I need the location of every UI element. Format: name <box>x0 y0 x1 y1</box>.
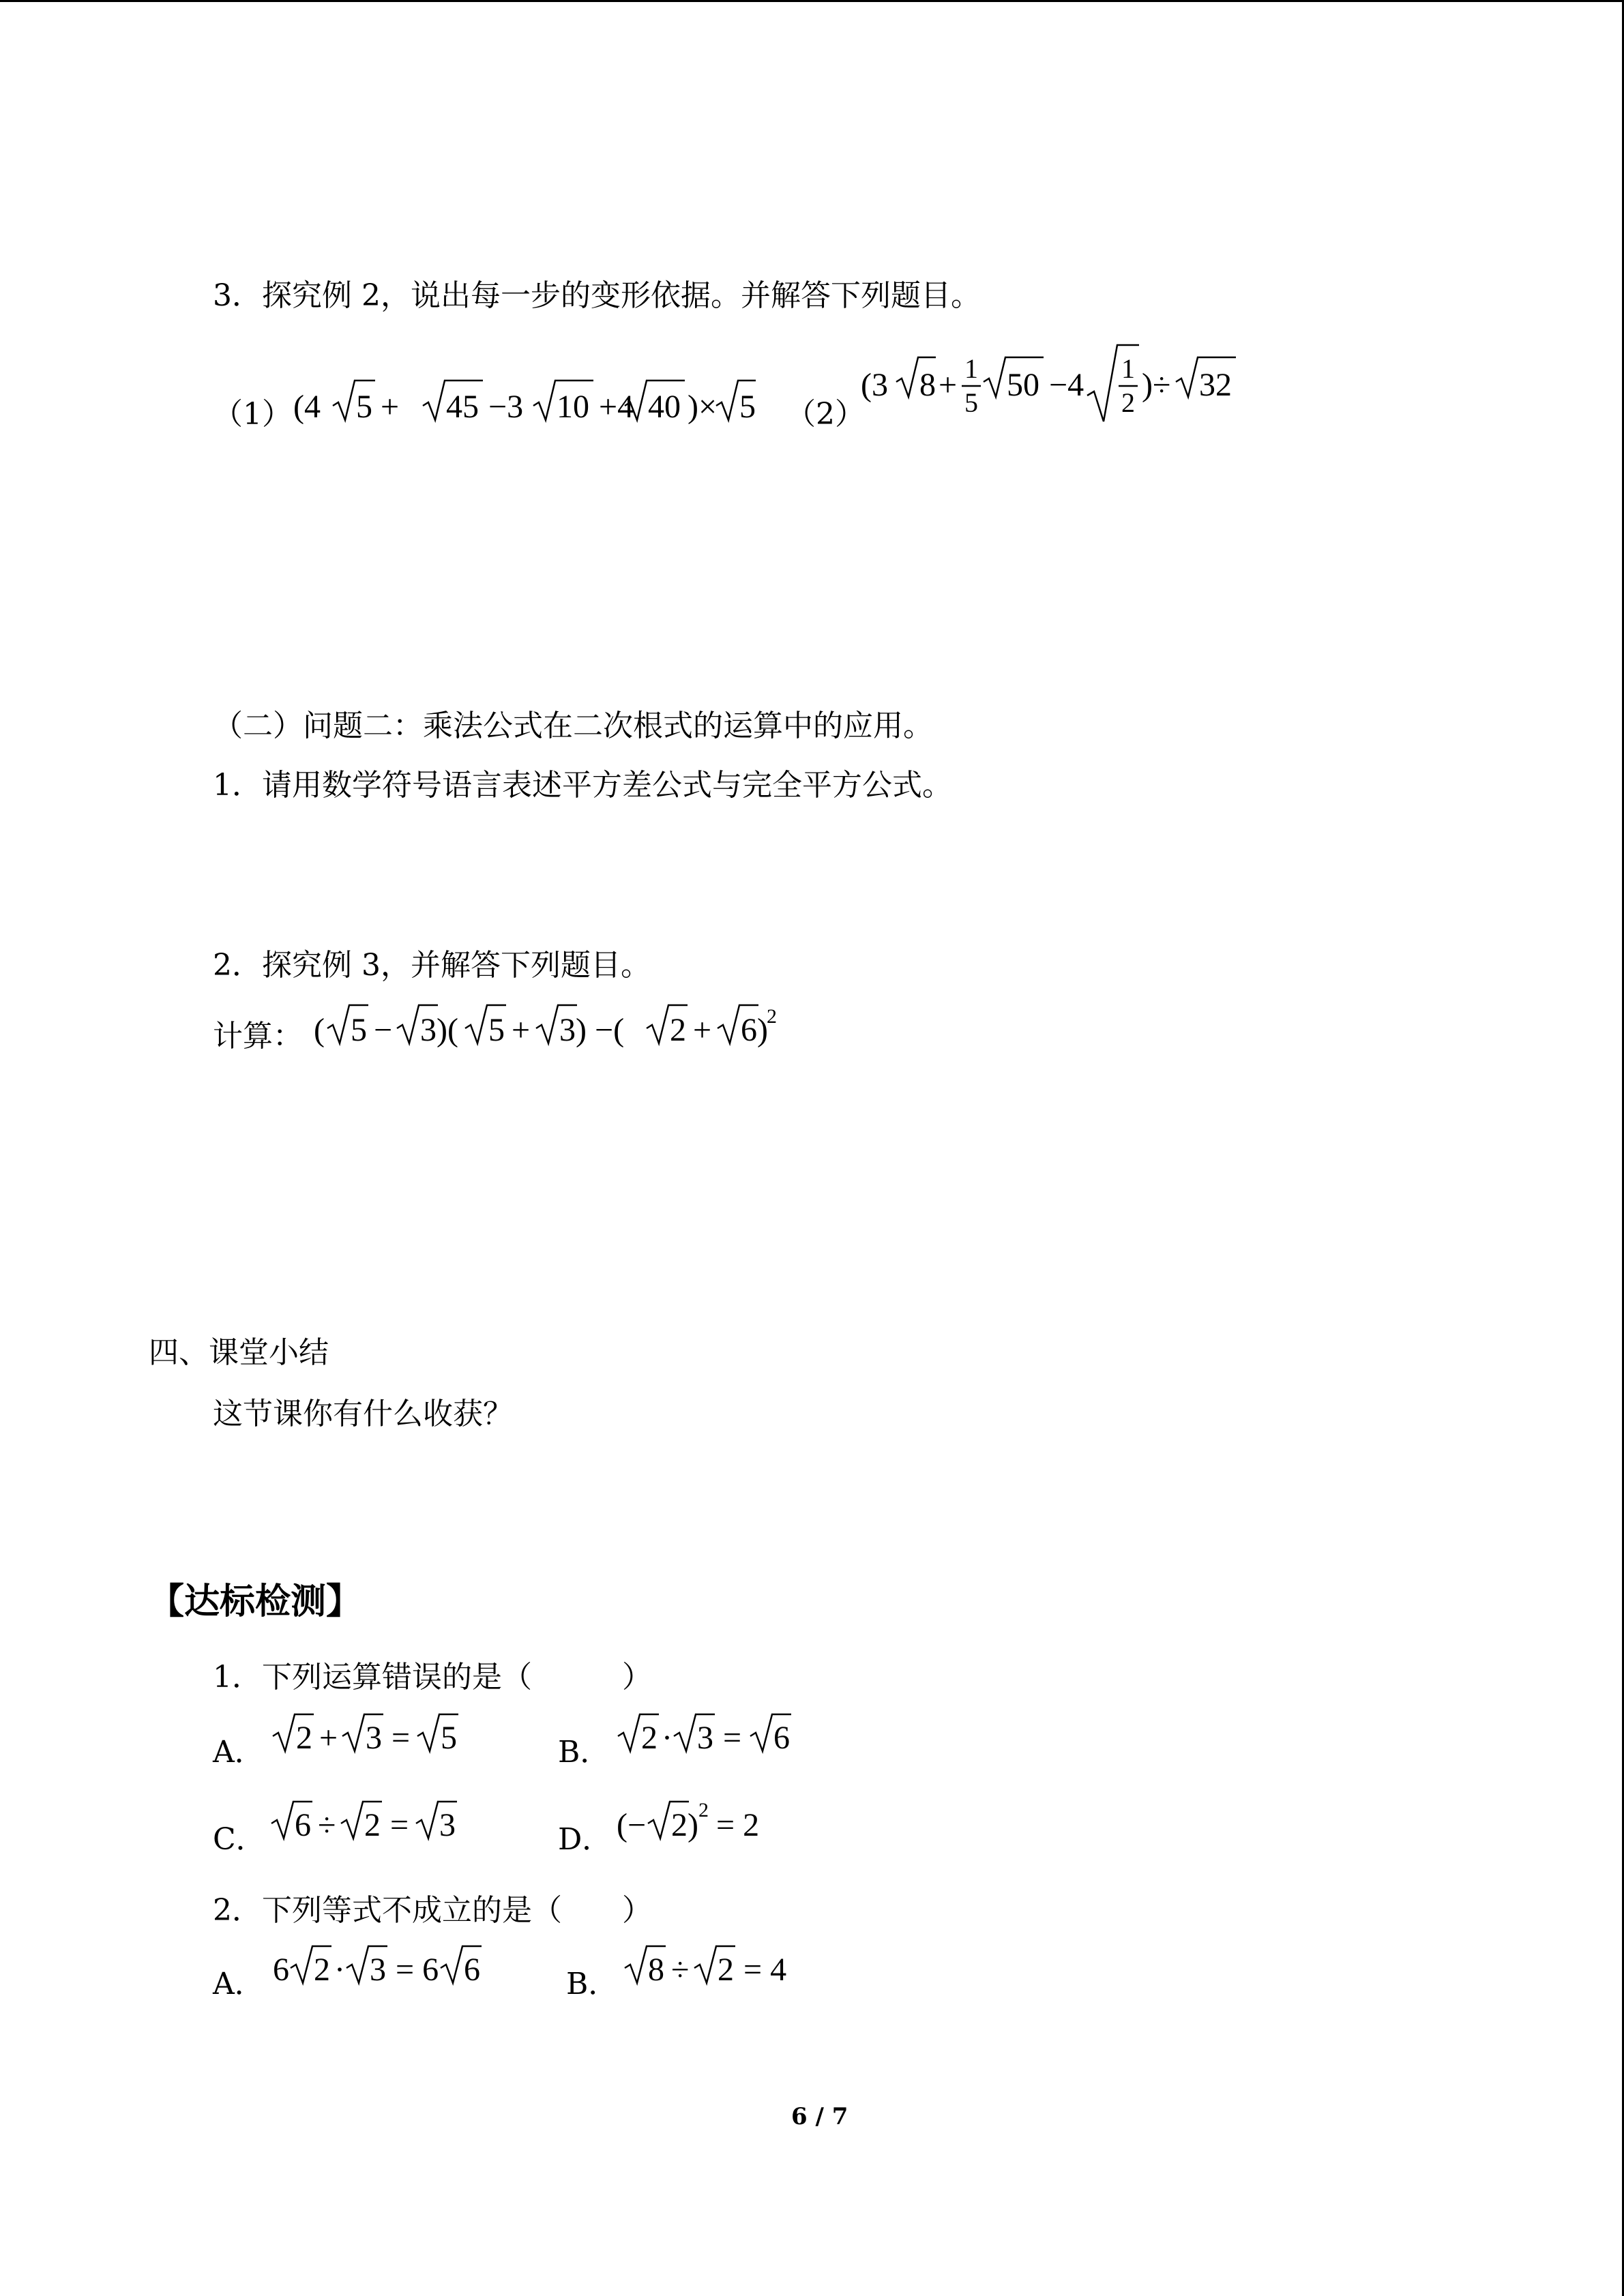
svg-text:45: 45 <box>446 389 479 425</box>
q1-option-c-label: C． <box>213 1822 266 1857</box>
svg-text:2: 2 <box>296 1720 312 1756</box>
q1-option-b-label: B． <box>558 1735 610 1770</box>
q2-option-b-label: B． <box>566 1967 619 2001</box>
svg-text:6): 6) <box>741 1012 768 1048</box>
svg-text:10: 10 <box>557 389 589 425</box>
svg-text:=: = <box>392 1720 411 1756</box>
q2-option-a-expression <box>273 1941 491 1995</box>
svg-text:÷: ÷ <box>318 1807 336 1843</box>
svg-text:6: 6 <box>273 1952 289 1988</box>
svg-text:8: 8 <box>919 367 936 403</box>
svg-text:2: 2 <box>718 1952 734 1988</box>
svg-text:+: + <box>319 1720 338 1756</box>
test-heading: 【达标检测】 <box>149 1581 362 1622</box>
svg-text:6: 6 <box>773 1720 790 1756</box>
test-q1-stem: 1．下列运算错误的是（ ） <box>213 1660 652 1695</box>
q1-option-c-expression <box>270 1796 475 1851</box>
svg-text:6: 6 <box>464 1952 480 1988</box>
problem2-item1: 1．请用数学符号语言表述平方差公式与完全平方公式。 <box>213 768 952 803</box>
svg-text:2: 2 <box>364 1807 381 1843</box>
svg-text:+: + <box>693 1012 712 1048</box>
q2-option-b-expression <box>623 1941 801 1995</box>
svg-text:40: 40 <box>648 389 681 425</box>
page-number: 6 / 7 <box>791 2103 848 2130</box>
svg-text:+: + <box>381 389 400 425</box>
q2-label: （2） <box>786 397 865 432</box>
page-top-border <box>0 0 1624 2</box>
svg-text:2: 2 <box>767 1005 777 1028</box>
svg-text:5: 5 <box>351 1012 367 1048</box>
svg-text:)÷: )÷ <box>1142 367 1171 403</box>
svg-text:5: 5 <box>739 389 756 425</box>
calc-label: 计算： <box>213 1019 303 1054</box>
problem2-title: （二）问题二：乘法公式在二次根式的运算中的应用。 <box>213 709 933 743</box>
svg-text:5: 5 <box>488 1012 505 1048</box>
svg-text:5: 5 <box>964 387 978 418</box>
summary-prompt: 这节课你有什么收获？ <box>213 1397 513 1431</box>
svg-text:(3: (3 <box>861 367 888 403</box>
q1-expression <box>293 368 757 430</box>
svg-text:5: 5 <box>441 1720 457 1756</box>
calc-expression <box>314 996 778 1057</box>
svg-text:2: 2 <box>314 1952 330 1988</box>
svg-text:8: 8 <box>648 1952 664 1988</box>
svg-text:=: = <box>723 1720 742 1756</box>
test-q2-stem: 2．下列等式不成立的是（ ） <box>213 1893 652 1928</box>
svg-text:2: 2 <box>641 1720 658 1756</box>
q1-option-d-expression <box>617 1796 821 1851</box>
svg-text:−3: −3 <box>488 389 524 425</box>
svg-text:32: 32 <box>1199 367 1232 403</box>
svg-text:= 6: = 6 <box>396 1952 439 1988</box>
q2-option-a-label: A． <box>213 1967 265 2001</box>
q1-option-d-label: D． <box>558 1822 612 1857</box>
svg-text:÷: ÷ <box>671 1952 690 1988</box>
svg-text:2: 2 <box>698 1799 709 1821</box>
svg-text:3: 3 <box>366 1720 382 1756</box>
svg-text:50: 50 <box>1007 367 1039 403</box>
svg-text:+4: +4 <box>599 389 634 425</box>
svg-text:= 2: = 2 <box>716 1807 760 1843</box>
q1-option-a-expression <box>271 1709 476 1763</box>
svg-text:=: = <box>390 1807 409 1843</box>
svg-text:6: 6 <box>295 1807 311 1843</box>
svg-text:3: 3 <box>439 1807 456 1843</box>
svg-text:)×: )× <box>688 389 718 425</box>
q1-label: （1） <box>213 397 292 432</box>
section3-instruction: 3．探究例 2，说出每一步的变形依据。并解答下列题目。 <box>213 278 981 313</box>
svg-text:2): 2) <box>671 1807 698 1843</box>
svg-text:·: · <box>662 1720 673 1756</box>
svg-text:(−: (− <box>617 1807 647 1843</box>
svg-text:+: + <box>939 367 958 403</box>
svg-text:5: 5 <box>356 389 372 425</box>
problem2-item2: 2．探究例 3，并解答下列题目。 <box>213 948 651 983</box>
svg-text:·: · <box>334 1952 345 1988</box>
svg-text:3)(: 3)( <box>420 1012 458 1048</box>
svg-text:(: ( <box>314 1012 325 1048</box>
summary-title: 四、课堂小结 <box>149 1335 329 1370</box>
svg-text:1: 1 <box>964 353 978 384</box>
svg-text:(4: (4 <box>293 389 321 425</box>
svg-text:= 4: = 4 <box>743 1952 787 1988</box>
svg-text:2: 2 <box>1121 387 1135 418</box>
svg-text:2: 2 <box>670 1012 686 1048</box>
q2-expression <box>861 341 1243 430</box>
q1-option-b-expression <box>617 1709 821 1763</box>
svg-text:−(: −( <box>595 1012 625 1048</box>
svg-text:3): 3) <box>559 1012 587 1048</box>
q1-option-a-label: A． <box>213 1735 265 1770</box>
svg-text:−: − <box>374 1012 393 1048</box>
svg-text:3: 3 <box>697 1720 713 1756</box>
svg-text:1: 1 <box>1121 353 1135 384</box>
svg-text:+: + <box>512 1012 531 1048</box>
svg-text:3: 3 <box>370 1952 386 1988</box>
svg-text:−4: −4 <box>1049 367 1084 403</box>
